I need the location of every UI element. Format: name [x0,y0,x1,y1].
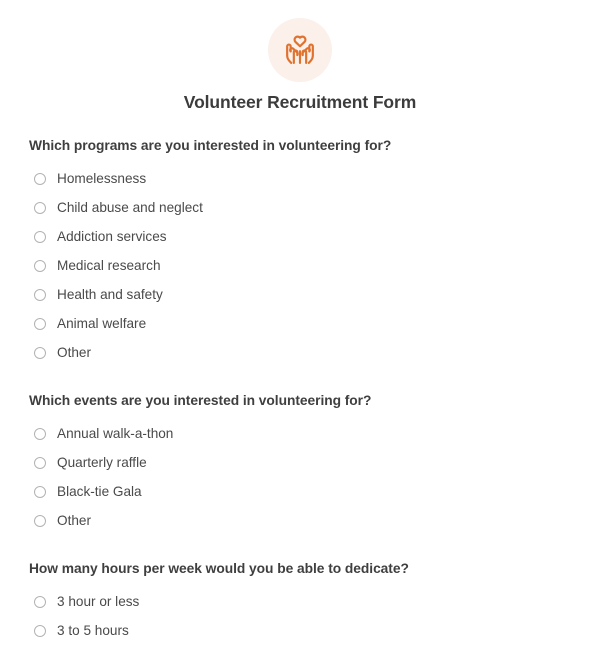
hands-holding-heart-icon [280,30,320,70]
option-label: Annual walk-a-thon [57,425,174,441]
option-label: 3 hour or less [57,593,140,609]
option-row[interactable] [29,309,571,338]
option-row[interactable] [29,477,571,506]
option-row[interactable] [29,587,571,616]
question-label: Which programs are you interested in volunteering for? [29,138,392,153]
option-row[interactable] [29,280,571,309]
option-row[interactable] [29,251,571,280]
option-label: Other [57,344,91,360]
radio-button[interactable] [34,318,46,330]
page-title: Volunteer Recruitment Form [183,92,417,112]
radio-button[interactable] [34,625,46,637]
option-label: 3 to 5 hours [57,622,129,638]
option-row[interactable] [29,193,571,222]
option-group [29,587,571,645]
radio-button[interactable] [34,173,46,185]
option-label: Black-tie Gala [57,483,142,499]
option-label: Homelessness [57,170,147,186]
radio-button[interactable] [34,260,46,272]
option-group [29,164,571,367]
option-row[interactable] [29,448,571,477]
radio-button[interactable] [34,486,46,498]
logo-circle [268,18,332,82]
option-label: Medical research [57,257,161,273]
logo-container [0,0,600,82]
option-row[interactable] [29,506,571,535]
option-label: Animal welfare [57,315,147,331]
option-label: Quarterly raffle [57,454,147,470]
option-row[interactable] [29,164,571,193]
option-row[interactable] [29,222,571,251]
option-group [29,419,571,535]
option-row[interactable] [29,616,571,645]
radio-button[interactable] [34,202,46,214]
radio-button[interactable] [34,289,46,301]
question-block-programs [29,137,571,367]
radio-button[interactable] [34,347,46,359]
question-label: How many hours per week would you be able to dedicate? [29,561,409,576]
question-block-hours [29,560,571,645]
question-label: Which events are you interested in volunteering for? [29,393,372,408]
radio-button[interactable] [34,457,46,469]
question-block-events [29,392,571,535]
option-label: Addiction services [57,228,167,244]
form-body [0,137,600,645]
option-row[interactable] [29,419,571,448]
option-label: Child abuse and neglect [57,199,203,215]
radio-button[interactable] [34,596,46,608]
option-label: Health and safety [57,286,163,302]
option-label: Other [57,512,91,528]
option-row[interactable] [29,338,571,367]
radio-button[interactable] [34,231,46,243]
radio-button[interactable] [34,428,46,440]
radio-button[interactable] [34,515,46,527]
